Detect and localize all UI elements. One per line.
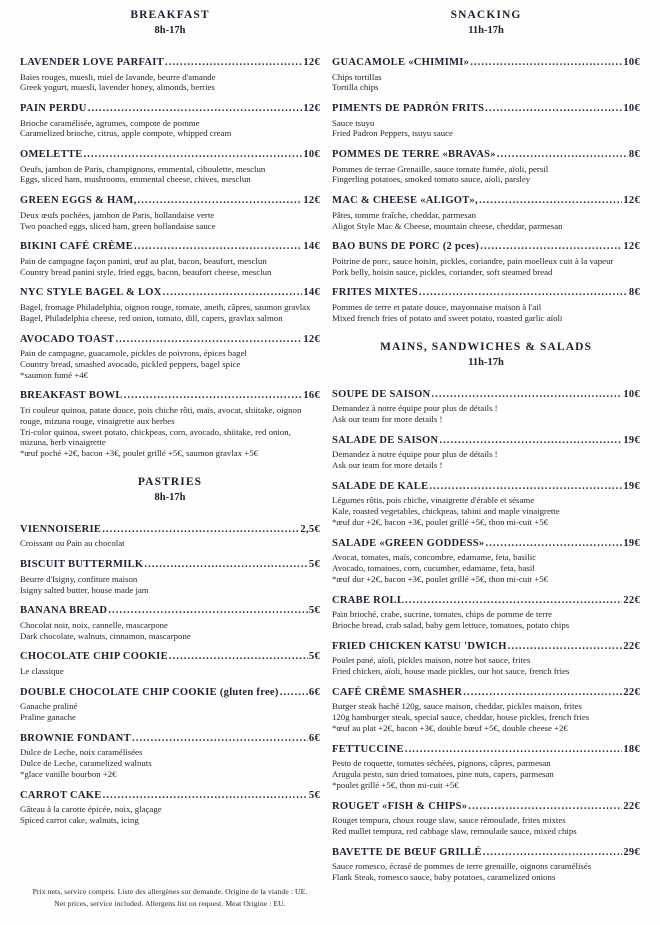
item-supplement-note: *glace vanille bourbon +2€ — [20, 768, 117, 779]
item-price: 22€ — [623, 800, 640, 812]
item-description-line: Dark chocolate, walnuts, cinnamon, mascarpone — [20, 630, 191, 641]
menu-item-guacamole-chimimi — [332, 57, 640, 93]
item-title-row — [332, 687, 640, 700]
menu-item-fettuccine — [332, 744, 640, 791]
dotted-leader — [124, 390, 303, 403]
item-title-row — [20, 733, 320, 746]
item-title-row — [332, 595, 640, 608]
menu-item-caf-cr-me-smasher — [332, 687, 640, 734]
item-name: CHOCOLATE CHIP COOKIE — [20, 651, 168, 663]
item-description — [332, 72, 640, 94]
menu-item-bao-buns-de-porc-2-pces — [332, 241, 640, 277]
menu-item-carrot-cake — [20, 790, 320, 826]
item-description — [20, 666, 320, 677]
item-description-line: Oeufs, jambon de Paris, champignons, emmental, ciboulette, mesclun — [20, 163, 266, 174]
dotted-leader — [431, 389, 622, 402]
menu-item-brownie-fondant — [20, 733, 320, 780]
item-description-line: Red mullet tempura, red cabbage slaw, remoulade sauce, mixed chips — [332, 825, 577, 836]
item-price: 12€ — [303, 57, 320, 68]
item-description-line: Ganache praliné — [20, 701, 78, 712]
item-name: SOUPE DE SAISON — [332, 388, 431, 400]
item-name: SALADE «GREEN GODDESS» — [332, 537, 485, 549]
section-title: SNACKING — [450, 9, 522, 21]
item-price: 12€ — [303, 103, 320, 115]
item-description-line: Demandez à notre équipe pour plus de détails ! — [332, 403, 498, 414]
item-description — [332, 552, 640, 584]
menu-item-bavette-de-b-uf-grill — [332, 847, 640, 883]
item-description-line: Fried Padron Peppers, tsuyu sauce — [332, 128, 453, 139]
dotted-leader — [280, 687, 308, 700]
item-price: 10€ — [623, 103, 640, 115]
item-description — [332, 861, 640, 883]
dotted-leader — [508, 641, 623, 654]
item-name: CAFÉ CRÈME SMASHER — [332, 686, 463, 698]
item-title-row — [20, 57, 320, 70]
item-price: 22€ — [623, 640, 640, 652]
item-description-line: Tortilla chips — [332, 82, 379, 93]
item-description-line: Demandez à notre équipe pour plus de détails ! — [332, 449, 498, 460]
item-description — [20, 538, 320, 549]
item-description — [20, 348, 320, 380]
item-description-line: Brioche bread, crab salad, baby gem lettuce, tomatoes, potato chips — [332, 619, 570, 630]
item-description-line: Pommes de terrae Grenaille, sauce tomate fumée, aïoli, persil — [332, 163, 549, 174]
item-title-row — [20, 651, 320, 664]
item-description-line: Fried chicken, aïoli, house made pickles, our hot sauce, french fries — [332, 665, 570, 676]
item-name: LAVENDER LOVE PARFAIT — [20, 57, 164, 68]
item-name: PAIN PERDU — [20, 103, 87, 115]
section-hours: 8h-17h — [154, 25, 186, 36]
item-price: 22€ — [623, 594, 640, 606]
item-name: VIENNOISERIE — [20, 523, 102, 535]
item-description-line: Aligot Style Mac & Cheese, mountain cheese, cheddar, parmesan — [332, 220, 563, 231]
item-name: BANANA BREAD — [20, 605, 108, 617]
menu-item-omelette — [20, 149, 320, 185]
item-title-row — [332, 435, 640, 448]
item-description — [20, 118, 320, 140]
item-title-row — [20, 524, 320, 537]
item-description-line: Gâteau à la carotte épicée, noix, glaçage — [20, 804, 162, 815]
dotted-leader — [103, 790, 308, 803]
item-price: 22€ — [623, 686, 640, 698]
item-title-row — [332, 481, 640, 494]
footer-line-en: Net prices, service included. Allergens list on request. Meat Origine : EU. — [54, 898, 286, 908]
dotted-leader — [169, 651, 308, 664]
item-description — [332, 210, 640, 232]
item-name: FRIED CHICKEN KATSU 'DWICH — [332, 640, 507, 652]
item-name: BAO BUNS DE PORC (2 pces) — [332, 241, 480, 253]
item-name: PIMENTS DE PADRÓN FRITS — [332, 103, 485, 115]
section-items — [332, 389, 640, 883]
item-description-line: Rouget tempura, choux rouge slaw, sauce rémoulade, frites mixtes — [332, 815, 566, 825]
item-name: POMMES DE TERRE «BRAVAS» — [332, 149, 496, 161]
menu-item-green-eggs-ham — [20, 195, 320, 231]
item-name: CRABE ROLL — [332, 594, 405, 606]
item-description-line: Poitrine de porc, sauce hoisin, pickles, coriandre, pain moelleux cuit à la vapeur — [332, 255, 614, 266]
item-title-row — [20, 390, 320, 403]
item-description-line: Avocado, tomatoes, corn, cucumber, edamame, feta, basil — [332, 562, 535, 573]
item-title-row — [332, 538, 640, 551]
menu-item-avocado-toast — [20, 334, 320, 381]
item-name: ROUGET «FISH & CHIPS» — [332, 800, 468, 812]
item-description-line: Mixed french fries of potato and sweet potato, roasted garlic aïoli — [332, 312, 563, 323]
item-description-line: Flank Steak, romesco sauce, baby potatoes, caramelized onions — [332, 871, 556, 882]
item-description-line: Kale, roasted vegetables, chickpeas, tahini and maple vinaigrette — [332, 506, 560, 517]
item-description-line: Eggs, sliced ham, mushrooms, emmental cheese, chives, mesclun — [20, 174, 251, 185]
item-price: 18€ — [623, 743, 640, 755]
item-description — [332, 609, 640, 631]
item-price: 14€ — [303, 287, 320, 299]
item-name: NYC STYLE BAGEL & LOX — [20, 287, 162, 299]
footer-line-fr: Prix nets, service compris. Liste des allergènes sur demande. Origine de la viande : UE. — [32, 887, 308, 896]
item-title-row — [332, 744, 640, 757]
menu-item-piments-de-padr-n-frits — [332, 103, 640, 139]
item-description-line: Croissant ou Pain au chocolat — [20, 538, 125, 549]
item-name: BAVETTE DE BŒUF GRILLÉ — [332, 846, 482, 858]
item-price: 19€ — [623, 480, 640, 492]
item-description-line: Le classique — [20, 665, 64, 676]
item-description — [20, 804, 320, 826]
menu-item-pommes-de-terre-bravas — [332, 149, 640, 185]
item-description-line: Dulce de Leche, noix caramélisées — [20, 747, 143, 758]
item-price: 5€ — [308, 651, 320, 663]
item-description-line: Pork belly, hoisin sauce, pickles, coriander, soft steamed bread — [332, 266, 553, 277]
item-description — [332, 495, 640, 527]
item-price: 19€ — [623, 434, 640, 446]
dotted-leader — [405, 595, 622, 608]
item-title-row — [20, 687, 320, 700]
item-description — [332, 256, 640, 278]
item-price: 12€ — [303, 333, 320, 345]
item-price: 8€ — [628, 287, 640, 299]
item-description — [20, 210, 320, 232]
item-description-line: Pain brioché, crabe, sucrine, tomates, chips de pomme de terre — [332, 609, 553, 620]
menu-column-right — [332, 8, 640, 893]
item-price: 6€ — [308, 686, 320, 698]
item-description-line: Sauce romesco, écrasé de pommes de terre grenaille, oignons caramélisés — [332, 861, 592, 872]
item-description — [332, 403, 640, 425]
dotted-leader — [468, 801, 622, 814]
item-description — [20, 72, 320, 94]
section-mains-sandwiches-salads — [332, 340, 640, 883]
item-title-row — [332, 57, 640, 70]
section-breakfast — [20, 8, 320, 459]
item-name: BREAKFAST BOWL — [20, 390, 123, 402]
item-title-row — [20, 195, 320, 208]
item-title-row — [332, 195, 640, 208]
item-supplement-note: *poulet grillé +5€, thon mi-cuit +5€ — [332, 779, 459, 790]
item-price: 5€ — [308, 789, 320, 801]
item-description-line: Tri-color quinoa, sweet potato, chickpeas, corn, avocado, shiitake, red onion, mizuna, herb vinaigrette — [20, 426, 291, 448]
item-price: 29€ — [623, 846, 640, 858]
item-description-line: Praline ganache — [20, 712, 76, 723]
section-items — [20, 524, 320, 826]
item-description-line: Chocolat noir, noix, cannelle, mascarpone — [20, 619, 168, 630]
dotted-leader — [419, 287, 628, 300]
dotted-leader — [429, 481, 622, 494]
item-title-row — [20, 790, 320, 803]
item-title-row — [20, 559, 320, 572]
item-supplement-note: *œuf dur +2€, bacon +3€, poulet grillé +5€, thon mi-cuit +5€ — [332, 573, 549, 584]
item-name: AVOCADO TOAST — [20, 333, 115, 345]
item-description — [332, 655, 640, 677]
item-description-line: Greek yogurt, muesli, lavender honey, almonds, berries — [20, 82, 215, 93]
item-title-row — [20, 103, 320, 116]
item-description-line: Sauce tsuyu — [332, 117, 375, 128]
item-name: BROWNIE FONDANT — [20, 732, 131, 744]
dotted-leader — [115, 334, 302, 347]
menu-item-viennoiserie — [20, 524, 320, 549]
item-supplement-note: *œuf poché +2€, bacon +3€, poulet grillé +5€, saumon gravlax +5€ — [20, 448, 259, 459]
item-description — [20, 574, 320, 596]
dotted-leader — [470, 57, 622, 70]
item-name: GREEN EGGS & HAM, — [20, 195, 137, 207]
item-name: SALADE DE SAISON — [332, 434, 439, 446]
item-price: 10€ — [303, 149, 320, 161]
dotted-leader — [144, 559, 308, 572]
item-description — [20, 747, 320, 779]
dotted-leader — [138, 195, 303, 208]
item-title-row — [332, 847, 640, 860]
dotted-leader — [132, 733, 308, 746]
item-supplement-note: *œuf dur +2€, bacon +3€, poulet grillé +5€, thon mi-cuit +5€ — [332, 516, 549, 527]
menu-column-left — [20, 8, 320, 893]
item-description-line: Bagel, Philadelphia cheese, red onion, tomato, dill, capers, gravlax salmon — [20, 312, 283, 323]
item-price: 19€ — [623, 537, 640, 549]
item-description-line: Ask our team for more details ! — [332, 459, 443, 470]
section-title: MAINS, SANDWICHES & SALADS — [380, 340, 592, 353]
item-name: MAC & CHEESE «ALIGOT», — [332, 195, 479, 207]
item-description-line: Caramelized brioche, citrus, apple compote, whipped cream — [20, 128, 232, 139]
dotted-leader — [479, 195, 622, 208]
item-description — [20, 405, 320, 459]
item-description — [20, 701, 320, 723]
item-title-row — [332, 641, 640, 654]
item-description-line: Isigny salted butter, house made jam — [20, 584, 149, 595]
item-title-row — [20, 605, 320, 618]
item-description-line: Tri couleur quinoa, patate douce, pois chiche rôti, maïs, avocat, shiitake, oignon rouge, mizuna rouge, vinaigrette aux herbes — [20, 404, 302, 426]
dotted-leader — [108, 605, 308, 618]
item-name: BIKINI CAFÉ CRÈME — [20, 241, 134, 253]
item-description-line: Légumes rôtis, pois chiche, vinaigrette d'érable et sésame — [332, 495, 535, 506]
dotted-leader — [405, 744, 622, 757]
item-description-line: Beurre d'Isigny, confiture maison — [20, 573, 138, 584]
dotted-leader — [163, 287, 303, 300]
item-description-line: Pain de campagne façon panini, œuf au plat, bacon, beaufort, mesclun — [20, 255, 267, 266]
item-description-line: Country bread panini style, fried eggs, bacon, beaufort cheese, mesclun — [20, 266, 272, 277]
dotted-leader — [84, 149, 303, 162]
menu-item-breakfast-bowl — [20, 390, 320, 458]
section-hours: 8h-17h — [154, 491, 186, 503]
item-title-row — [332, 103, 640, 116]
menu-item-soupe-de-saison — [332, 389, 640, 425]
item-description — [332, 758, 640, 790]
item-name: GUACAMOLE «CHIMIMI» — [332, 57, 470, 68]
item-name: FRITES MIXTES — [332, 287, 418, 299]
menu-item-mac-cheese-aligot — [332, 195, 640, 231]
dotted-leader — [497, 149, 628, 162]
item-description-line: Baies rouges, muesli, miel de lavande, beurre d'amande — [20, 71, 216, 82]
menu-item-crabe-roll — [332, 595, 640, 631]
dotted-leader — [134, 241, 302, 254]
menu-item-salade-de-saison — [332, 435, 640, 471]
menu-item-nyc-style-bagel-lox — [20, 287, 320, 323]
section-items — [20, 57, 320, 459]
item-description-line: Deux œufs pochées, jambon de Paris, hollandaise verte — [20, 209, 215, 220]
item-description — [20, 620, 320, 642]
item-name: DOUBLE CHOCOLATE CHIP COOKIE (gluten free) — [20, 686, 279, 698]
item-description-line: Fingerling potatoes, smoked tomato sauce, aioli, parsley — [332, 174, 531, 185]
dotted-leader — [88, 103, 303, 116]
item-price: 10€ — [623, 57, 640, 68]
item-title-row — [20, 149, 320, 162]
item-description — [332, 701, 640, 733]
item-description — [332, 449, 640, 471]
menu-item-chocolate-chip-cookie — [20, 651, 320, 676]
menu-item-lavender-love-parfait — [20, 57, 320, 93]
item-description-line: Country bread, smashed avocado, pickled peppers, bagel spice — [20, 358, 241, 369]
dotted-leader — [102, 524, 299, 537]
dotted-leader — [485, 538, 622, 551]
item-description-line: Two poached eggs, sliced ham, green hollandaise sauce — [20, 220, 216, 231]
dotted-leader — [483, 847, 622, 860]
item-title-row — [332, 287, 640, 300]
item-price: 16€ — [303, 390, 320, 402]
item-name: FETTUCCINE — [332, 743, 404, 755]
item-description — [332, 815, 640, 837]
item-title-row — [20, 241, 320, 254]
item-title-row — [20, 287, 320, 300]
item-description-line: Pain de campagne, guacamole, pickles de poivrons, épices bagel — [20, 348, 247, 359]
item-description — [332, 164, 640, 186]
item-title-row — [332, 241, 640, 254]
item-description-line: Poulet pané, aïoli, pickles maison, notre hot sauce, frites — [332, 655, 531, 666]
item-description — [20, 164, 320, 186]
item-title-row — [332, 389, 640, 402]
item-description — [20, 256, 320, 278]
menu-item-salade-de-kale — [332, 481, 640, 528]
item-price: 12€ — [623, 241, 640, 253]
menu-item-biscuit-buttermilk — [20, 559, 320, 595]
item-price: 5€ — [308, 605, 320, 617]
item-title-row — [20, 334, 320, 347]
section-pastries — [20, 475, 320, 826]
item-price: 2,5€ — [300, 523, 320, 535]
item-price: 10€ — [623, 388, 640, 400]
menu-item-fried-chicken-katsu-dwich — [332, 641, 640, 677]
item-description-line: Pesto de roquette, tomates séchées, pignons, câpres, parmesan — [332, 758, 551, 769]
menu-item-banana-bread — [20, 605, 320, 641]
footer — [20, 886, 320, 909]
menu-item-pain-perdu — [20, 103, 320, 139]
dotted-leader — [439, 435, 622, 448]
item-price: 12€ — [303, 195, 320, 207]
item-price: 8€ — [628, 149, 640, 161]
item-description — [332, 302, 640, 324]
section-title: BREAKFAST — [130, 9, 210, 21]
menu-item-salade-green-goddess — [332, 538, 640, 585]
item-price: 12€ — [623, 195, 640, 207]
item-title-row — [332, 801, 640, 814]
dotted-leader — [485, 103, 622, 116]
item-description-line: Pâtes, tomme fraîche, cheddar, parmesan — [332, 209, 477, 220]
section-hours: 11h-17h — [468, 25, 504, 36]
item-supplement-note: *saumon fumé +4€ — [20, 369, 88, 380]
dotted-leader — [165, 57, 302, 70]
item-description-line: Burger steak haché 120g, sauce maison, cheddar, pickles maison, frites — [332, 701, 582, 712]
item-description-line: Avocat, tomates, maïs, concombre, edamame, feta, basilic — [332, 552, 537, 563]
item-price: 5€ — [308, 559, 320, 571]
menu-item-double-chocolate-chip-cookie-gluten-free — [20, 687, 320, 723]
item-name: OMELETTE — [20, 149, 83, 161]
item-description-line: Ask our team for more details ! — [332, 413, 443, 424]
section-hours: 11h-17h — [468, 356, 504, 368]
item-description-line: Spiced carrot cake, walnuts, icing — [20, 815, 139, 825]
item-name: BISCUIT BUTTERMILK — [20, 559, 144, 571]
item-description — [332, 118, 640, 140]
menu-item-frites-mixtes — [332, 287, 640, 323]
dotted-leader — [463, 687, 622, 700]
dotted-leader — [480, 241, 622, 254]
section-snacking — [332, 8, 640, 324]
menu-item-rouget-fish-chips — [332, 801, 640, 837]
menu-item-bikini-caf-cr-me — [20, 241, 320, 277]
item-supplement-note: *œuf au plat +2€, bacon +3€, double bœuf +5€, double cheese +2€ — [332, 722, 568, 733]
item-description-line: 120g hamburger steak, special sauce, cheddar, house pickles, french fries — [332, 712, 590, 723]
item-description-line: Arugula pesto, sun dried tomatoes, pine nuts, capers, parmesan — [332, 768, 554, 779]
item-title-row — [332, 149, 640, 162]
item-price: 14€ — [303, 241, 320, 253]
item-name: CARROT CAKE — [20, 789, 102, 801]
item-description-line: Chips tortillas — [332, 71, 382, 82]
section-title: PASTRIES — [137, 475, 203, 488]
item-price: 6€ — [308, 732, 320, 744]
item-description-line: Pommes de terre et patate douce, mayonnaise maison à l'ail — [332, 301, 542, 312]
item-name: SALADE DE KALE — [332, 480, 429, 492]
item-description-line: Bagel, fromage Philadelphia, oignon rouge, tomate, aneth, câpres, saumon gravlax — [20, 301, 311, 312]
section-items — [332, 57, 640, 324]
item-description-line: Brioche caramélisée, agrumes, compote de pomme — [20, 117, 200, 128]
item-description — [20, 302, 320, 324]
item-description-line: Dulce de Leche, caramelized walnuts — [20, 758, 152, 769]
